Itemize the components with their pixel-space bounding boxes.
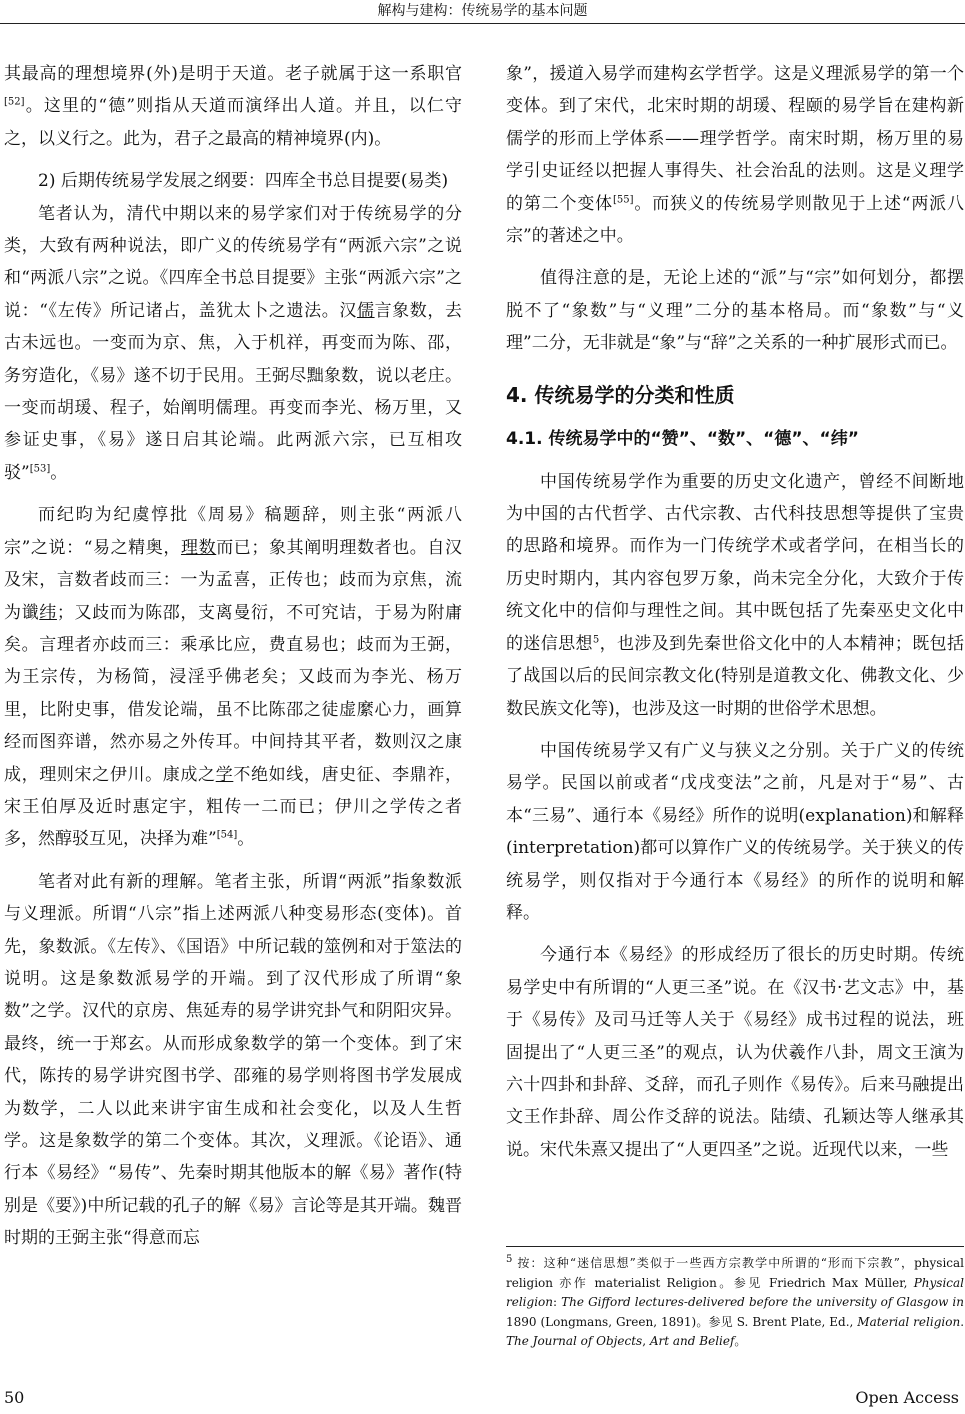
citation-ref: [52] xyxy=(4,96,25,108)
italic-title: The Gifford lectures-delivered before the university of Glasgow in xyxy=(561,1295,964,1309)
journal-label: Open Access xyxy=(855,1388,959,1407)
underlined-word: 纬 xyxy=(39,602,57,623)
text-run: 1890 (Longmans, Green, 1891)。参见 S. Brent Plate, Ed., xyxy=(506,1314,858,1329)
citation-ref: [55] xyxy=(612,193,634,205)
paragraph xyxy=(4,499,462,855)
paragraph xyxy=(4,58,462,155)
left-column xyxy=(4,58,462,1255)
footnote-ref: 5 xyxy=(592,634,600,646)
subsection-heading: 2) 后期传统易学发展之纲要：四库全书总目提要(易类) xyxy=(38,171,449,192)
text-run: , xyxy=(642,1334,650,1348)
running-header xyxy=(0,0,965,24)
italic-title: The Journal of Objects xyxy=(506,1334,643,1348)
italic-title: Physical religion xyxy=(506,1275,964,1309)
text-run: 。 xyxy=(734,1334,747,1348)
underlined-word: 理数 xyxy=(181,537,217,558)
citation-ref: [54] xyxy=(216,829,238,841)
footnote-number: 5 xyxy=(506,1254,513,1265)
paragraph: 笔者对此有新的理解。笔者主张，所谓“两派”指象数派与义理派。所谓“八宗”指上述两派八种变易形态(变体)。首先，象数派。《左传》、《国语》中所记载的筮例和对于筮法的说明。这是象数派易学的开端。到了汉代形成了所谓“象数”之学。汉代的京房、焦延寿的易学讲究卦气和阴阳灾异。最终，统一于郑玄。从而形成象数学的第一个变体。到了宋代，陈抟的易学讲究图书学、邵雍的易学则将图书学发展成为数学，二人以此来讲宇宙生成和社会变化，以及人生哲学。这是象数学的第二个变体。其次，义理派。《论语》、通行本《易经》“易传”、先秦时期其他版本的解《易》著作(特别是《要》)中所记载的孔子的解《易》言论等是其开端。魏晋时期的王弼主张“得意而忘 xyxy=(4,871,462,1249)
footnote-divider xyxy=(506,1246,964,1247)
text-run: 中国传统易学作为重要的历史文化遗产，曾经不间断地为中国的古代哲学、古代宗教、古代科技思想等提供了宝贵的思路和境界。而作为一门传统学术或者学问，在相当长的历史时期内，其内容包罗万象，尚未完全分化，大致介于传统文化中的信仰与理性之间。其中既包括了先秦巫史文化中的迷信思想 xyxy=(506,471,964,654)
right-column xyxy=(506,58,964,1166)
paragraph: 值得注意的是，无论上述的“派”与“宗”如何划分，都摆脱不了“象数”与“义理”二分的基本格局。而“象数”与“义理”二分，无非就是“象”与“辞”之关系的一种扩展形式而已。 xyxy=(506,268,964,354)
footnote xyxy=(506,1254,964,1352)
text-run: 。而狭义的传统易学则散见于上述“两派八宗”的著述之中。 xyxy=(506,193,964,247)
text-run: 其最高的理想境界(外)是明于天道。老子就属于这一系职官 xyxy=(4,64,462,84)
text-run: 言象数，去古未远也。一变而为京、焦，入于机祥，再变而为陈、邵，务穷造化，《易》遂不切于民用。王弼尽黜象数，说以老庄。一变而胡瑗、程子，始阐明儒理。再变而李光、杨万里，又参证史事，《易》遂日启其论端。此两派六宗，已互相攻驳” xyxy=(4,300,462,483)
text-run: 不绝如线，唐史征、李鼎祚，宋王伯厚及近时惠定宇，粗传一二而已；伊川之学传之者多，然醇驳互见，决择为难” xyxy=(4,764,463,850)
italic-title: Art and Belief xyxy=(649,1334,735,1348)
text-run: 按：这种“迷信思想”类似于一些西方宗教学中所谓的“形而下宗教”，physical religion 亦作 materialist Religion。参见 Friedrich Max Müller, xyxy=(506,1256,964,1290)
subsection-heading: 4.1. 传统易学中的“赞”、“数”、“德”、“纬” xyxy=(506,428,859,449)
text-run: 象”，援道入易学而建构玄学哲学。这是义理派易学的第一个变体。到了宋代，北宋时期的胡瑗、程颐的易学旨在建构新儒学的形而上学体系——理学哲学。南宋时期，杨万里的易学引史证经以把握人事得失、社会治乱的法则。这是义理学的第二个变体 xyxy=(506,64,964,214)
text-run: . xyxy=(960,1314,965,1329)
paragraph: 今通行本《易经》的形成经历了很长的历史时期。传统易学史中有所谓的“人更三圣”说。在《汉书·艺文志》中，基于《易传》及司马迁等人关于《易经》成书过程的说法，班固提出了“人更三圣”的观点，认为伏羲作八卦，周文王演为六十四卦和卦辞、爻辞，而孔子则作《易传》。后来马融提出文王作卦辞、周公作爻辞的说法。陆绩、孔颖达等人继承其说。宋代朱熹又提出了“人更四圣”之说。近现代以来，一些 xyxy=(506,945,964,1160)
text-run: ；又歧而为陈邵，支离曼衍，不可究诘，于易为附庸矣。言理者亦歧而三：乘承比应，费直易也；歧而为王弼，为王宗传，为杨简，浸淫乎佛老矣；又歧而为李光、杨万里，比附史事，借发论端，虽不比陈邵之徒虚縻心力，画算经而图弈谱，然亦易之外传耳。中间持其平者，数则汉之康成，理则宋之伊川。康成之 xyxy=(4,602,463,785)
paragraph xyxy=(506,58,964,252)
paragraph: 中国传统易学又有广义与狭义之分别。关于广义的传统易学。民国以前或者“戊戌变法”之前，凡是对于“易”、古本“三易”、通行本《易经》所作的说明(explanation)和解释(interpretation)都可以算作广义的传统易学。关于狭义的传统易学，则仅指对于今通行本《易经》的所作的说明和解释。 xyxy=(506,740,964,923)
text-run: ，也涉及到先秦世俗文化中的人本精神；既包括了战国以后的民间宗教文化(特别是道教文化、佛教文化、少数民族文化等)，也涉及这一时期的世俗学术思想。 xyxy=(506,633,965,719)
section-heading: 4. 传统易学的分类和性质 xyxy=(506,382,735,407)
running-header-title: 解构与建构：传统易学的基本问题 xyxy=(377,3,588,19)
text-run: 笔者认为，清代中期以来的易学家们对于传统易学的分类，大致有两种说法，即广义的传统易学有“两派六宗”之说和“两派八宗”之说。《四库全书总目提要》主张“两派六宗”之说：“《左传》所记诸占，盖犹太卜之遗法。汉 xyxy=(4,203,462,321)
text-run: : xyxy=(553,1295,562,1309)
paragraph xyxy=(4,198,462,490)
text-run: 而已；象其阐明理数者也。自汉及宋，言数者歧而三：一为孟喜，正传也；歧而为京焦，流为谶 xyxy=(4,537,463,623)
citation-ref: [53] xyxy=(29,463,51,475)
italic-title: Material religion xyxy=(857,1314,961,1329)
text-run: 。这里的“德”则指从天道而演绎出人道。并且，以仁守之，以义行之。此为，君子之最高的精神境界(内)。 xyxy=(4,96,462,149)
paragraph xyxy=(506,466,964,725)
text-run: 。 xyxy=(237,829,255,850)
underlined-word: 学 xyxy=(215,764,234,785)
underlined-word: 儒 xyxy=(356,300,375,321)
page-number: 50 xyxy=(4,1388,25,1407)
text-run: 。 xyxy=(50,462,68,483)
text-run: 而纪昀为纪虞惇批《周易》稿题辞，则主张“两派八宗”之说：“易之精奥， xyxy=(4,505,462,558)
